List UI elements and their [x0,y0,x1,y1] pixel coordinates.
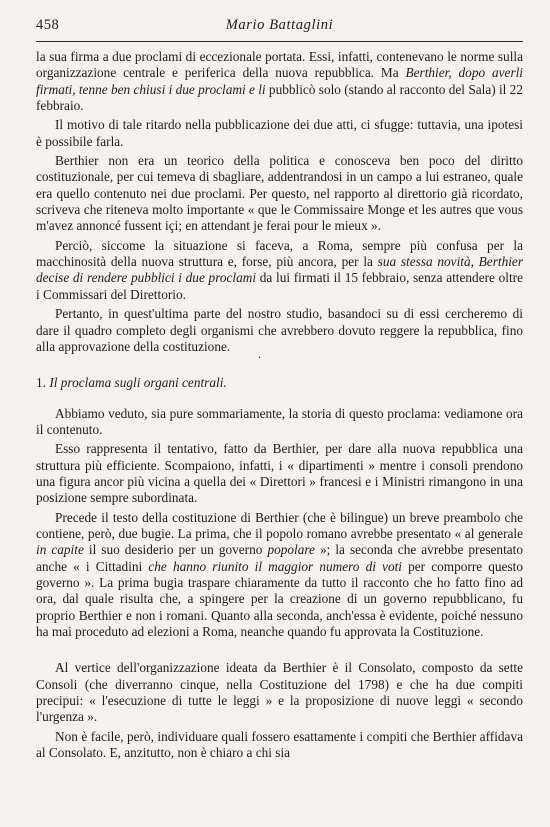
paragraph-1-text: la sua firma a due proclami di eccezionale portata. Essi, infatti, contenevano le norme sulla organizzazione centrale e periferica della nuova repubblica. Ma [36,49,523,81]
paragraph-4 [36,238,523,303]
paragraph-3-text: Berthier non era un teorico della politica e conosceva ben poco del diritto costituzionale, per cui temeva di sbagliare, addentrandosi in un campo a lui estraneo, quale era quello contenuto nei due proclami. Per questo, nel rapporto al direttorio già ricordato, scriveva che riteneva molto importante [36,153,523,218]
section-heading [36,375,523,391]
paragraph-4-text-end: da lui firmati il 15 febbraio, senza attendere oltre i Commissari del Direttorio. [36,270,523,302]
paragraph-8-text-e: »; la seconda che avrebbe presentato anche « i Cittadini [36,542,524,574]
paragraph-6: Abbiamo veduto, sia pure sommariamente, la storia di questo proclama: vediamone ora il contenuto. [36,405,523,437]
paragraph-5: Pertanto, in quest'ultima parte del nostro studio, basandoci su di essi cercheremo di dare il quadro completo degli organismi che avrebbero dovuto reggere la repubblica, fino alla approvazione della costituzione. [36,306,523,354]
divider-mark: · [257,353,262,365]
paragraph-10: Non è facile, però, individuare quali fossero esattamente i compiti che Berthier affidava al Consolato. E, anzitutto, non è chiaro a chi sia [36,728,523,761]
section-title: Il proclama sugli organi centrali. [49,375,227,391]
paragraph-8-italic-f: che hanno riunito il maggior numero di voti [148,558,402,574]
paragraph-1-text-end: pubblicò solo (stando al racconto del Sala) il 22 febbraio. [36,81,523,114]
paragraph-1 [36,49,523,114]
paragraph-3-quote: « que le Commissaire Monge et les autres que vous m'avez annoncé fussent içi; en attendant je ferai pour le mieux ». [36,202,523,234]
paragraph-8-italic-d: popolare [267,542,315,558]
paragraph-7: Esso rappresenta il tentativo, fatto da Berthier, per dare alla nuova repubblica una struttura più efficiente. Scompaiono, infatti, i « dipartimenti » mentre i consoli prendono una figura ancor più vicina a quella dei « Direttori » francesi e i Ministri rimangono in una posizione sempre subordinata. [36,441,523,506]
paragraph-3 [36,153,523,235]
running-head: Mario Battaglini [225,17,334,33]
paragraph-8-text-g: per comporre questo governo ». La prima bugia traspare chiaramente da tutto il racconto che ho fatto fino ad ora, dal quale risulta che, a spingere per la creazione di un governo repubblicano, fu proprio Berthier e non i romani. Quanto alla seconda, anch'essa è evidente, poiché nessuno ha mai proceduto ad elezioni a Roma, neanche quando fu approvata la Costituzione. [36,558,523,639]
paragraph-8-text-c: il suo desiderio per un governo [83,542,268,558]
paragraph-8-text-a: Precede il testo della costituzione di Berthier (che è bilingue) un breve preambolo che contiene, però, due bugie. La prima, che il popolo romano avrebbe presentato « al generale [36,509,523,541]
paragraph-8-italic-b: in capite [36,542,84,558]
paragraph-4-text: Perciò, siccome la situazione si faceva, a Roma, sempre più confusa per la macchinosità della nuova struttura e, forse, più ancora, per la [36,237,523,270]
page-number: 458 [36,17,60,33]
paragraph-9: Al vertice dell'organizzazione ideata da Berthier è il Consolato, composto da sette Consoli (che diverranno cinque, nella Costituzione del 1798) e che ha due compiti precipui: « l'esecuzione di tutte le leggi » e la proposizione di nuove leggi « secondo l'urgenza ». [36,660,523,725]
page-header [36,17,523,39]
paragraph-2: Il motivo di tale ritardo nella pubblicazione dei due atti, ci sfugge: tuttavia, una ipotesi è possibile farla. [36,117,523,149]
paragraph-8 [36,510,523,641]
paragraph-1-italic: Berthier, dopo averli firmati, tenne ben chiusi i due proclami e li [36,65,524,97]
section-spacer [36,643,523,660]
paragraph-4-italic: sua stessa novità, Berthier decise di rendere pubblici i due proclami [36,254,523,286]
body-text [36,49,523,761]
header-rule [36,41,523,42]
section-number: 1. [36,375,46,391]
